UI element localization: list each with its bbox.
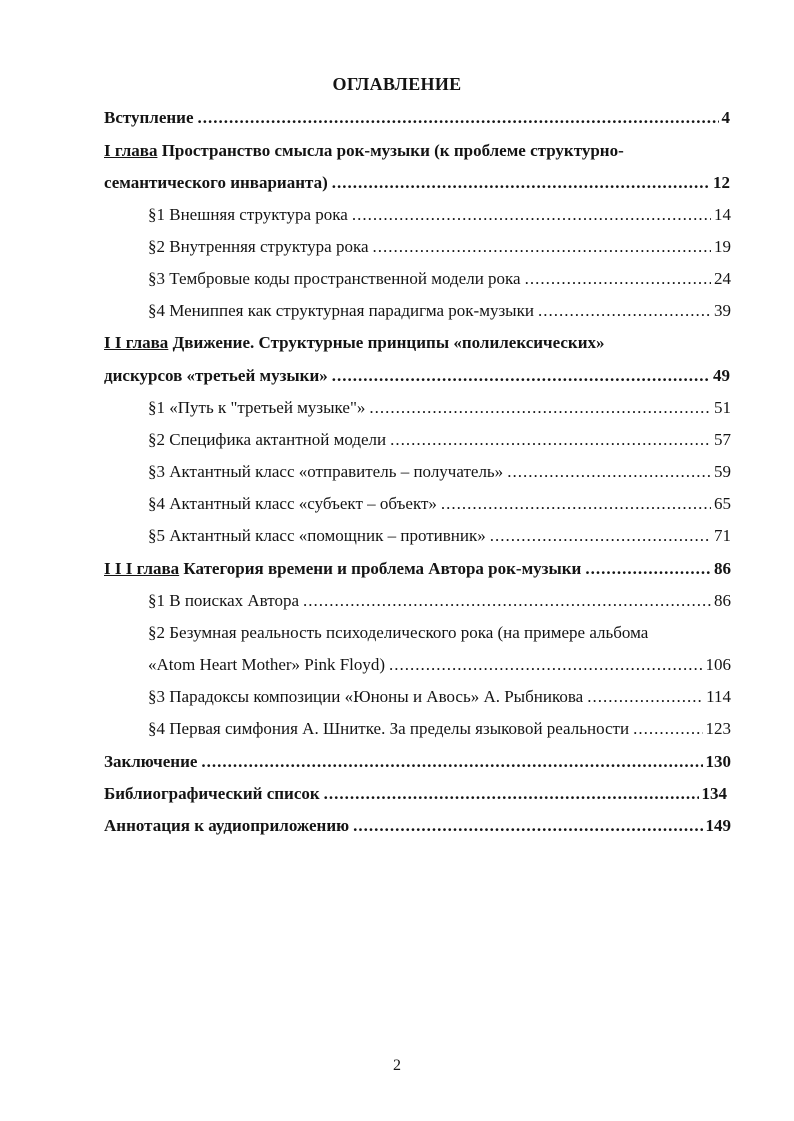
dot-leader bbox=[198, 106, 719, 130]
toc-entry-title: §3 Парадоксы композиции «Юноны и Авось» А. Рыбникова bbox=[148, 687, 584, 706]
dot-leader bbox=[324, 782, 699, 806]
toc-entry-title: Категория времени и проблема Автора рок-музыки bbox=[183, 559, 582, 578]
toc-entry-section bbox=[148, 460, 731, 484]
dot-leader bbox=[303, 589, 711, 613]
dot-leader bbox=[332, 364, 710, 388]
dot-leader bbox=[332, 171, 710, 195]
toc-page-number: 86 bbox=[714, 591, 731, 610]
toc-page-number: 134 bbox=[701, 784, 727, 803]
toc-entry-title: семантического инварианта) bbox=[104, 173, 328, 192]
dot-leader bbox=[390, 428, 711, 452]
dot-leader bbox=[490, 524, 711, 548]
toc-entry-title: §2 Безумная реальность психоделического рока (на примере альбома bbox=[148, 623, 649, 642]
toc-entry-section bbox=[148, 717, 731, 741]
toc-entry-title: Заключение bbox=[104, 752, 198, 771]
dot-leader bbox=[585, 557, 711, 581]
toc-entry-title: Вступление bbox=[104, 108, 194, 127]
toc-entry-section bbox=[148, 589, 731, 613]
toc-entry-section bbox=[148, 235, 731, 259]
toc-page-number: 51 bbox=[714, 398, 731, 417]
toc-entry-title: §4 Мениппея как структурная парадигма рок-музыки bbox=[148, 301, 534, 320]
toc-entry-title: Аннотация к аудиоприложению bbox=[104, 816, 350, 835]
toc-entry-title: §3 Актантный класс «отправитель – получатель» bbox=[148, 462, 504, 481]
toc-entry-section bbox=[148, 396, 731, 420]
toc-entry-chapter-2-cont bbox=[104, 364, 730, 388]
toc-page-number: 106 bbox=[705, 655, 731, 674]
toc-entry-section bbox=[148, 685, 731, 709]
chapter-label: I I глава bbox=[104, 333, 169, 352]
dot-leader bbox=[373, 235, 712, 259]
toc-entry-title: §1 Внешняя структура рока bbox=[148, 205, 348, 224]
toc-entry-chapter-1-cont bbox=[104, 171, 730, 195]
toc-entry-title: §3 Тембровые коды пространственной модели рока bbox=[148, 269, 521, 288]
toc-entry-title: §4 Актантный класс «субъект – объект» bbox=[148, 494, 437, 513]
toc-entry-title: дискурсов «третьей музыки» bbox=[104, 366, 328, 385]
toc-entry-section bbox=[148, 267, 731, 291]
dot-leader bbox=[587, 685, 703, 709]
toc-page-number: 49 bbox=[713, 366, 730, 385]
chapter-label: I I I глава bbox=[104, 559, 180, 578]
toc-entry-bibliography bbox=[104, 782, 727, 806]
toc-page-number: 14 bbox=[714, 205, 731, 224]
dot-leader bbox=[441, 492, 711, 516]
toc-page-number: 39 bbox=[714, 301, 731, 320]
toc-entry-introduction bbox=[104, 106, 730, 130]
dot-leader bbox=[353, 814, 702, 838]
toc-entry-title: Движение. Структурные принципы «полилексических» bbox=[172, 333, 605, 352]
toc-entry-annotation bbox=[104, 814, 731, 838]
dot-leader bbox=[538, 299, 711, 323]
toc-entry-chapter-2 bbox=[104, 331, 730, 355]
dot-leader bbox=[389, 653, 702, 677]
toc-entry-title: §5 Актантный класс «помощник – противник» bbox=[148, 526, 486, 545]
toc-entry-title: «Atom Heart Mother» Pink Floyd) bbox=[148, 655, 386, 674]
page-number: 2 bbox=[393, 1057, 401, 1074]
dot-leader bbox=[201, 750, 702, 774]
toc-entry-title: §1 «Путь к "третьей музыке"» bbox=[148, 398, 366, 417]
toc-entry-section bbox=[148, 492, 731, 516]
page-title: ОГЛАВЛЕНИЕ bbox=[332, 74, 462, 94]
toc-entry-section-cont bbox=[148, 653, 731, 677]
dot-leader bbox=[525, 267, 711, 291]
toc-page-number: 123 bbox=[705, 719, 731, 738]
toc-entry-conclusion bbox=[104, 750, 731, 774]
toc-page-number: 130 bbox=[705, 752, 731, 771]
toc-page-number: 114 bbox=[706, 687, 731, 706]
toc-page-number: 65 bbox=[714, 494, 731, 513]
toc-entry-section bbox=[148, 428, 731, 452]
toc-page-number: 4 bbox=[721, 108, 730, 127]
chapter-label: I глава bbox=[104, 141, 158, 160]
dot-leader bbox=[369, 396, 711, 420]
toc-entry-title: §2 Внутренняя структура рока bbox=[148, 237, 369, 256]
toc-page-number: 19 bbox=[714, 237, 731, 256]
toc-page-number: 24 bbox=[714, 269, 731, 288]
toc-page-number: 149 bbox=[705, 816, 731, 835]
toc-page-number: 86 bbox=[714, 559, 731, 578]
toc-entry-title: §1 В поисках Автора bbox=[148, 591, 300, 610]
toc-entry-title: Пространство смысла рок-музыки (к проблеме структурно- bbox=[161, 141, 624, 160]
toc-page-number: 12 bbox=[713, 173, 730, 192]
toc-entry-title: Библиографический список bbox=[104, 784, 320, 803]
toc-entry-title: §2 Специфика актантной модели bbox=[148, 430, 387, 449]
toc-entry-section bbox=[148, 524, 731, 548]
toc-entry-section bbox=[148, 203, 731, 227]
toc-entry-title: §4 Первая симфония А. Шнитке. За пределы языковой реальности bbox=[148, 719, 630, 738]
dot-leader bbox=[507, 460, 711, 484]
toc-page-number: 59 bbox=[714, 462, 731, 481]
toc-entry-chapter-1 bbox=[104, 139, 730, 163]
dot-leader bbox=[352, 203, 711, 227]
dot-leader bbox=[633, 717, 702, 741]
toc-entry-chapter-3 bbox=[104, 557, 731, 581]
toc-entry-section bbox=[148, 621, 731, 645]
toc-page-number: 71 bbox=[714, 526, 731, 545]
toc-entry-section bbox=[148, 299, 731, 323]
toc-page-number: 57 bbox=[714, 430, 731, 449]
